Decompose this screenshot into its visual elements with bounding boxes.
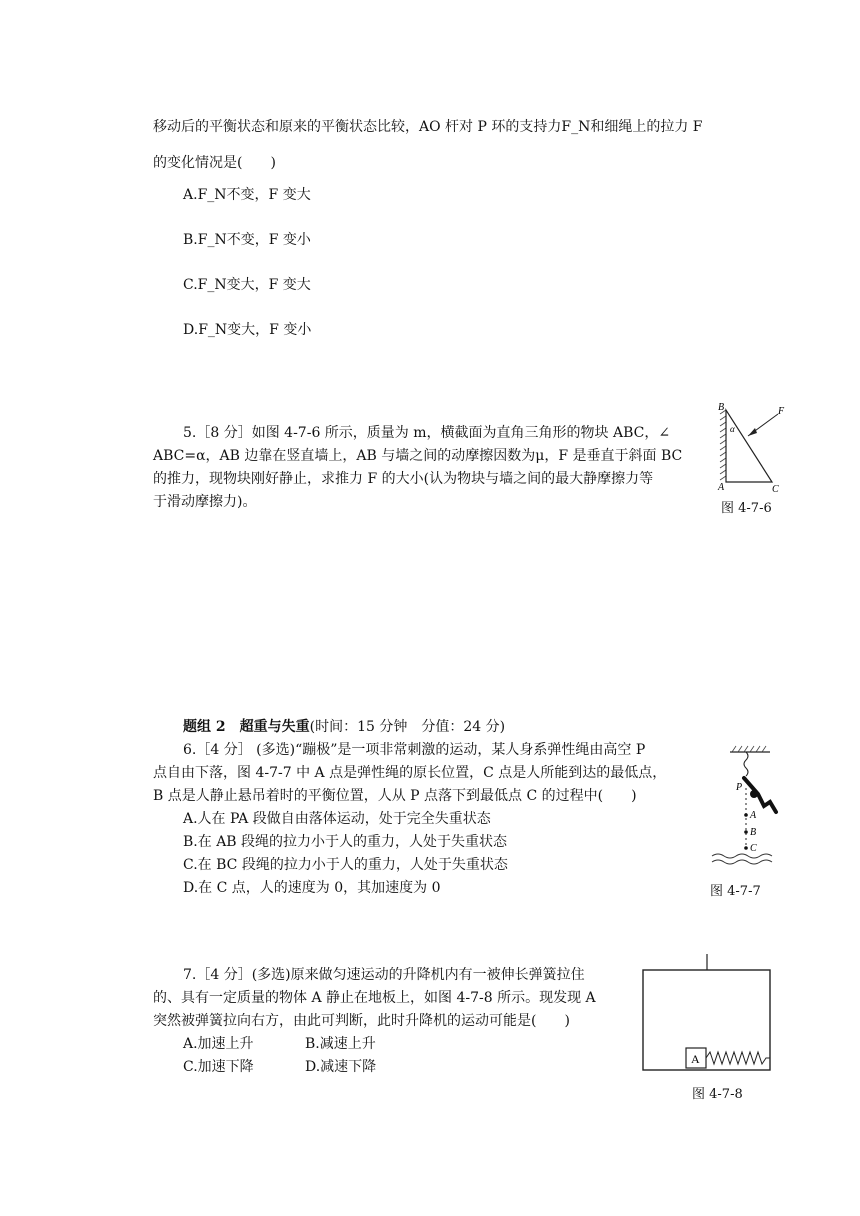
q6-option-a[interactable]: A.人在 PA 段做自由落体运动，处于完全失重状态 [183, 811, 491, 827]
q5-line: ABC=α，AB 边靠在竖直墙上，AB 与墙之间的动摩擦因数为μ，F 是垂直于斜面 BC [153, 448, 683, 464]
ceiling-hatching [732, 746, 766, 752]
water-wave [712, 854, 772, 858]
q6-line: B 点是人静止悬吊着时的平衡位置，人从 P 点落下到最低点 C 的过程中( ) [153, 788, 637, 804]
q4-option-b[interactable]: B.F_N不变，F 变小 [183, 232, 311, 248]
label-b: B [718, 402, 725, 413]
label-c: C [772, 484, 779, 495]
q6-option-b[interactable]: B.在 AB 段绳的拉力小于人的重力，人处于失重状态 [183, 834, 508, 850]
group2-meta: (时间：15 分钟 分值：24 分) [309, 719, 506, 735]
point-a [744, 813, 748, 817]
label-a: A [718, 482, 725, 493]
figure-4-7-6 [712, 400, 802, 495]
label-a: A [691, 1052, 700, 1066]
triangle-abc [726, 410, 772, 482]
q4-option-a[interactable]: A.F_N不变，F 变大 [183, 187, 311, 203]
q7-line: 的、具有一定质量的物体 A 静止在地板上，如图 4-7-8 所示。现发现 A [153, 990, 596, 1006]
q7-option-c[interactable]: C.加速下降 [183, 1059, 254, 1075]
elastic-rope [744, 752, 748, 776]
q4-option-d[interactable]: D.F_N变大，F 变小 [183, 322, 312, 338]
label-b: B [750, 827, 757, 838]
label-a: A [750, 810, 757, 821]
figure-4-7-8 [640, 952, 774, 1074]
figure-caption: 图 4-7-7 [710, 884, 761, 899]
q4-stem-line2: 的变化情况是( ) [153, 155, 276, 171]
q4-option-c[interactable]: C.F_N变大，F 变大 [183, 277, 311, 293]
label-f: F [778, 406, 785, 417]
figure-caption: 图 4-7-6 [721, 501, 772, 516]
q7-option-d[interactable]: D.减速下降 [305, 1059, 377, 1075]
wall-hatching [720, 410, 726, 480]
q5-line: 于滑动摩擦力)。 [153, 494, 257, 510]
q7-option-b[interactable]: B.减速上升 [305, 1036, 376, 1052]
q4-stem-line1: 移动后的平衡状态和原来的平衡状态比较，AO 杆对 P 环的支持力F_N和细绳上的拉力 F [153, 119, 703, 135]
jumper-body-icon [744, 778, 776, 812]
q6-option-c[interactable]: C.在 BC 段绳的拉力小于人的重力，人处于失重状态 [183, 857, 508, 873]
group2-title: 题组 2 超重与失重 [183, 719, 310, 735]
q7-line: 7.［4 分］(多选)原来做匀速运动的升降机内有一被伸长弹簧拉住 [183, 967, 585, 983]
label-alpha: α [730, 424, 735, 434]
point-b [744, 830, 748, 834]
point-c [744, 846, 748, 850]
q7-line: 突然被弹簧拉向右方，由此可判断，此时升降机的运动可能是( ) [153, 1013, 570, 1029]
label-c: C [750, 843, 757, 854]
q6-line: 点自由下落，图 4-7-7 中 A 点是弹性绳的原长位置，C 点是人所能到达的最低点， [153, 765, 667, 781]
water-wave [712, 860, 772, 864]
group2-header [183, 716, 505, 738]
q7-option-a[interactable]: A.加速上升 [183, 1036, 254, 1052]
q6-option-d[interactable]: D.在 C 点，人的速度为 0，其加速度为 0 [183, 880, 441, 896]
q5-line: 5.［8 分］如图 4-7-6 所示，质量为 m，横截面为直角三角形的物块 ABC，∠ [183, 425, 671, 441]
figure-4-7-7 [706, 742, 786, 870]
spring [706, 1052, 770, 1064]
figure-caption: 图 4-7-8 [692, 1087, 743, 1102]
label-p: P [736, 782, 743, 793]
q6-line: 6.［4 分］ (多选)“蹦极”是一项非常刺激的运动，某人身系弹性绳由高空 P [183, 742, 646, 758]
q5-line: 的推力，现物块刚好静止，求推力 F 的大小(认为物块与墙之间的最大静摩擦力等 [153, 471, 654, 487]
arrow-head [748, 428, 757, 436]
